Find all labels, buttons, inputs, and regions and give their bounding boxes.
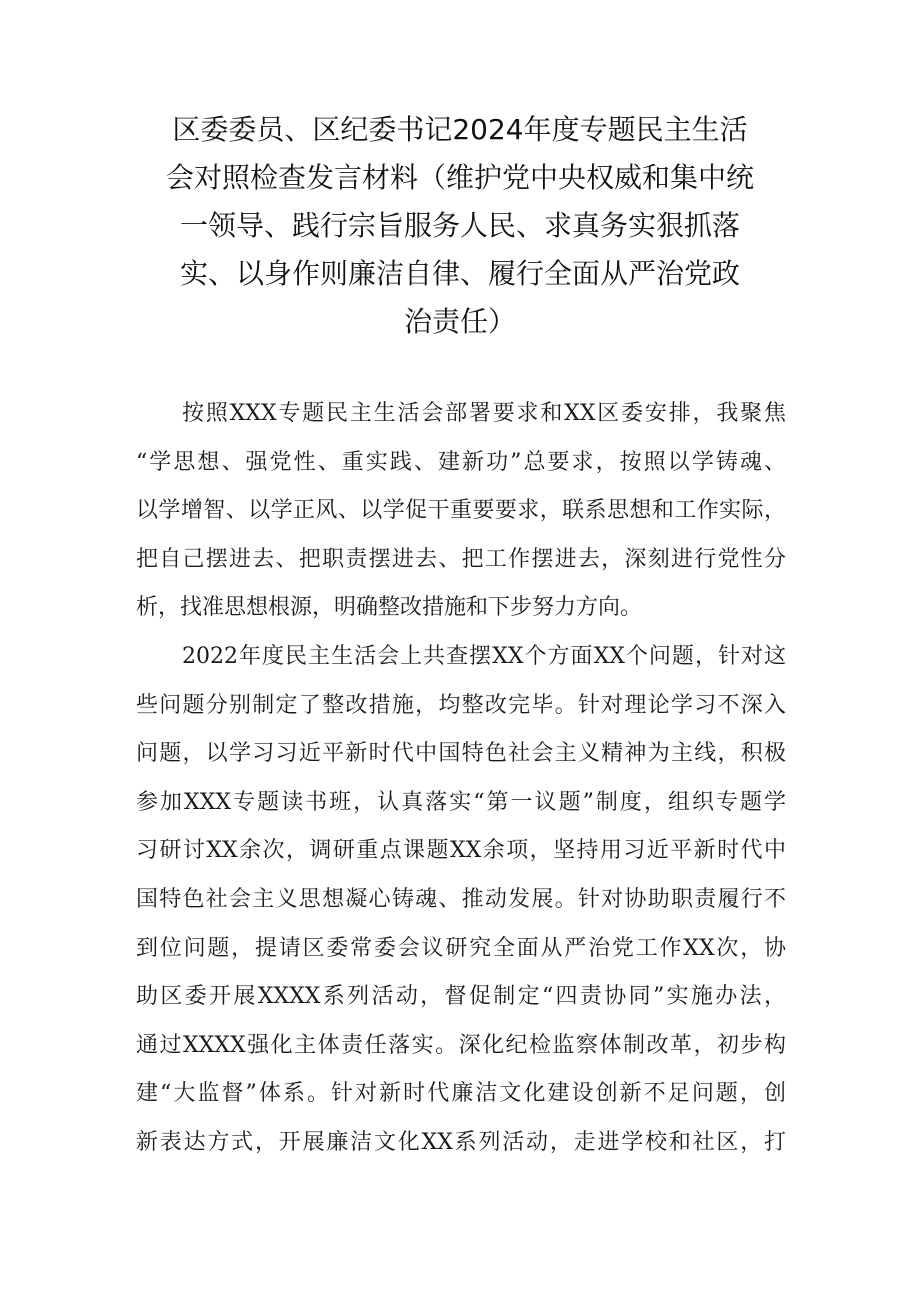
text-line: 通过XXXX强化主体责任落实。深化纪检监察体制改革，初步构 bbox=[136, 1032, 786, 1058]
text-line: 问题，以学习习近平新时代中国特色社会主义精神为主线，积极 bbox=[136, 741, 786, 767]
title-line: 会对照检查发言材料（维护党中央权威和集中统 bbox=[165, 161, 754, 194]
title-line: 实、以身作则廉洁自律、履行全面从严治党政 bbox=[179, 257, 740, 290]
text-line: 习研讨XX余次，调研重点课题XX余项，坚持用习近平新时代中 bbox=[136, 838, 786, 864]
text-line: 2022年度民主生活会上共查摆XX个方面XX个问题，针对这 bbox=[182, 643, 786, 669]
text-line: 析，找准思想根源，明确整改措施和下步努力方向。 bbox=[136, 595, 643, 621]
text-line: 以学增智、以学正风、以学促干重要要求，联系思想和工作实际， bbox=[136, 498, 786, 524]
text-line: “学思想、强党性、重实践、建新功”总要求，按照以学铸魂、 bbox=[136, 449, 786, 475]
text-line: 新表达方式，开展廉洁文化XX系列活动，走进学校和社区，打 bbox=[136, 1129, 786, 1155]
text-line: 些问题分别制定了整改措施，均整改完毕。针对理论学习不深入 bbox=[136, 692, 786, 718]
paragraph-1 bbox=[136, 390, 786, 633]
text-line: 助区委开展XXXX系列活动，督促制定“四责协同”实施办法， bbox=[136, 984, 786, 1010]
text-line: 按照XXX专题民主生活会部署要求和XX区委安排，我聚焦 bbox=[182, 401, 786, 426]
document-title bbox=[120, 106, 800, 346]
text-line: 建“大监督”体系。针对新时代廉洁文化建设创新不足问题，创 bbox=[136, 1081, 786, 1107]
document-body bbox=[136, 390, 786, 1168]
title-line: 一领导、践行宗旨服务人民、求真务实狠抓落 bbox=[179, 209, 740, 242]
text-line: 把自己摆进去、把职责摆进去、把工作摆进去，深刻进行党性分 bbox=[136, 546, 786, 572]
text-line: 参加XXX专题读书班，认真落实“第一议题”制度，组织专题学 bbox=[136, 789, 786, 815]
paragraph-2 bbox=[136, 633, 786, 1168]
title-line: 治责任） bbox=[403, 305, 516, 338]
text-line: 到位问题，提请区委常委会议研究全面从严治党工作XX次，协 bbox=[136, 935, 786, 961]
text-line: 国特色社会主义思想凝心铸魂、推动发展。针对协助职责履行不 bbox=[136, 886, 786, 912]
title-line: 区委委员、区纪委书记2024年度专题民主生活 bbox=[172, 113, 748, 146]
